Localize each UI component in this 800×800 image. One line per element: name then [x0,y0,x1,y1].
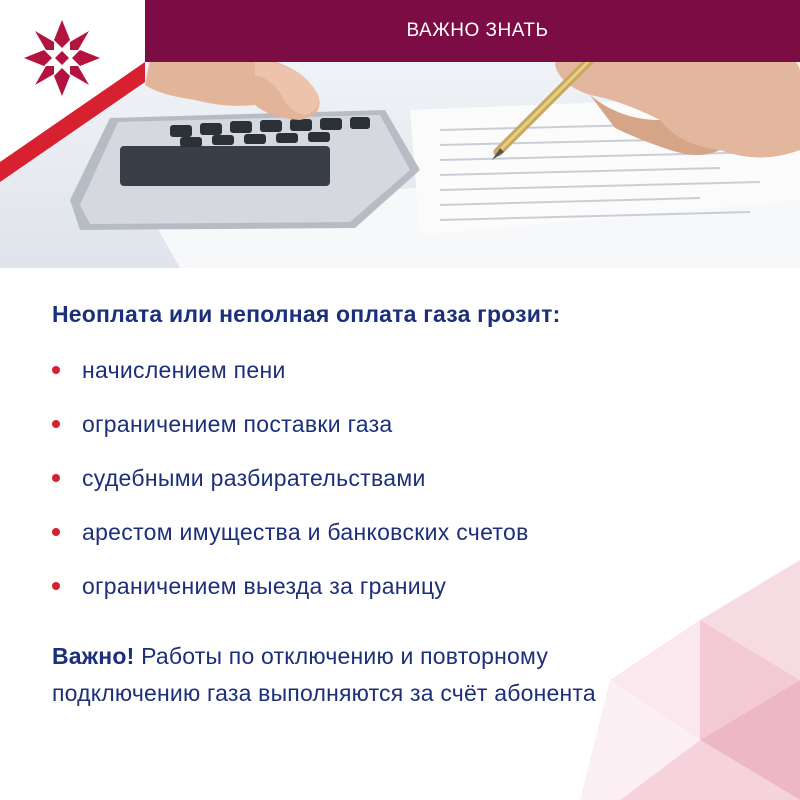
list-item-label: ограничением поставки газа [82,410,393,437]
header-title: ВАЖНО ЗНАТЬ [406,20,549,41]
bullet-dot-icon [52,366,60,374]
header-band [145,0,800,62]
important-text: Работы по отключению и повторному подключению газа выполняются за счёт абонента [52,642,596,706]
list-item-label: арестом имущества и банковских счетов [82,518,529,545]
headline: Неоплата или неполная оплата газа грозит: [52,301,561,327]
list-item-label: начислением пени [82,356,286,383]
list-item-label: судебными разбирательствами [82,464,426,491]
logo-corner [0,0,160,190]
list-item [52,356,732,410]
bullet-dot-icon [52,474,60,482]
bullet-dot-icon [52,528,60,536]
important-label: Важно! [52,642,135,669]
star-ornament-logo [24,20,100,96]
list-item [52,410,732,464]
decorative-triangles [580,560,800,800]
bullet-dot-icon [52,582,60,590]
bullet-dot-icon [52,420,60,428]
list-item [52,464,732,518]
list-item-label: ограничением выезда за границу [82,572,447,599]
